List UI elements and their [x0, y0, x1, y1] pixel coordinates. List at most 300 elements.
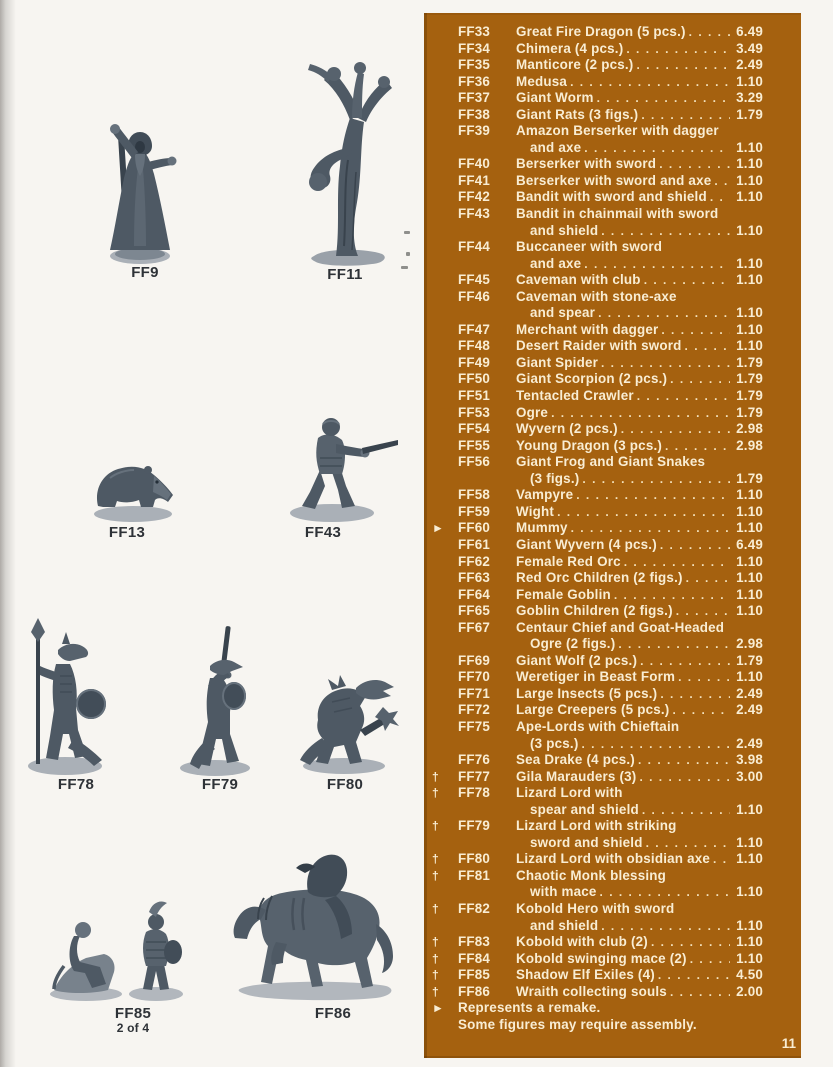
footnote-text: Represents a remake.: [458, 1000, 601, 1016]
item-description: Vampyre: [516, 487, 574, 503]
dot-leader: [672, 702, 730, 719]
price-row-line: [432, 769, 763, 786]
dot-leader: [557, 504, 730, 521]
item-description: Amazon Berserker with dagger: [516, 123, 719, 139]
price-list: [424, 24, 801, 1033]
item-description: Caveman with club: [516, 272, 641, 288]
item-price: 1.10: [736, 305, 763, 321]
price-row-line: [432, 471, 763, 488]
price-row-line: [432, 438, 763, 455]
item-price: 1.79: [736, 371, 763, 387]
item-code: FF35: [458, 57, 491, 73]
dot-leader: [551, 405, 730, 422]
dot-leader: [639, 769, 730, 786]
item-code: FF44: [458, 239, 491, 255]
item-price: 1.79: [736, 404, 763, 420]
figure-caption-ff43: FF43: [304, 524, 342, 541]
miniature-photo-ff79: [168, 622, 262, 778]
item-price: 2.98: [736, 421, 763, 437]
price-row-line: [432, 454, 763, 471]
item-code: FF62: [458, 553, 491, 569]
item-price: 2.49: [736, 57, 763, 73]
item-description: Desert Raider with sword: [516, 338, 682, 354]
item-price: 3.29: [736, 90, 763, 106]
item-description: Giant Scorpion (2 pcs.): [516, 371, 668, 387]
item-code: FF34: [458, 40, 491, 56]
item-code: FF83: [458, 934, 491, 950]
item-description: Young Dragon (3 pcs.): [516, 437, 663, 453]
price-row-line: [432, 371, 763, 388]
item-price: 1.10: [736, 321, 763, 337]
item-description: Giant Spider: [516, 354, 599, 370]
price-row-line: [432, 554, 763, 571]
item-code: FF65: [458, 603, 491, 619]
price-row-line: [432, 951, 763, 968]
dot-leader: [690, 951, 730, 968]
item-description: Bandit in chainmail with sword: [516, 206, 719, 222]
dot-leader: [713, 851, 730, 868]
price-row-line: [432, 835, 763, 852]
row-marker: †: [432, 852, 439, 867]
item-price: 3.49: [736, 40, 763, 56]
figure-caption-ff9: FF9: [131, 264, 159, 281]
item-price: 1.10: [736, 586, 763, 602]
item-price: 3.00: [736, 768, 763, 784]
price-row-line: [432, 156, 763, 173]
figure-caption-ff78: FF78: [57, 776, 95, 793]
miniature-photo-ff43: [274, 396, 400, 524]
price-row-line: [432, 984, 763, 1001]
price-row-line: [432, 223, 763, 240]
miniature-photo-ff86: [224, 846, 404, 1006]
dot-leader: [710, 189, 730, 206]
dot-leader: [665, 438, 730, 455]
row-marker: †: [432, 968, 439, 983]
item-price: 2.98: [736, 437, 763, 453]
item-price: 6.49: [736, 24, 763, 39]
item-code: FF69: [458, 652, 491, 668]
price-row-line: [432, 736, 763, 753]
dot-leader: [686, 570, 730, 587]
item-description: Large Creepers (5 pcs.): [516, 702, 670, 718]
footnote-line: [432, 1000, 763, 1017]
item-price: 1.10: [736, 834, 763, 850]
dot-leader: [670, 371, 730, 388]
dot-leader: [640, 653, 730, 670]
item-code: FF71: [458, 685, 491, 701]
price-row-line: [432, 256, 763, 273]
price-row-line: [432, 719, 763, 736]
footnote-text: Some figures may require assembly.: [458, 1016, 697, 1032]
miniature-photo-ff80: [288, 650, 404, 776]
item-price: 1.10: [736, 851, 763, 867]
dot-leader: [571, 520, 730, 537]
miniature-photo-ff11: [294, 56, 400, 268]
dot-leader: [638, 752, 730, 769]
item-price: 1.10: [736, 917, 763, 933]
item-price: 1.10: [736, 156, 763, 172]
item-code: FF75: [458, 718, 491, 734]
price-row-line: [432, 305, 763, 322]
item-price: 1.10: [736, 189, 763, 205]
price-row-line: [432, 239, 763, 256]
item-code: FF78: [458, 785, 491, 801]
item-price: 6.49: [736, 536, 763, 552]
price-row-line: [432, 620, 763, 637]
item-code: FF36: [458, 73, 491, 89]
item-code: FF53: [458, 404, 491, 420]
price-row-line: [432, 140, 763, 157]
item-description: Manticore (2 pcs.): [516, 57, 634, 73]
item-description: Weretiger in Beast Form: [516, 669, 676, 685]
scan-speck: [404, 231, 410, 234]
item-description: Wraith collecting souls: [516, 983, 667, 999]
price-row-line: [432, 189, 763, 206]
dot-leader: [598, 305, 730, 322]
item-description: Giant Wolf (2 pcs.): [516, 652, 638, 668]
dot-leader: [621, 421, 730, 438]
item-price: 2.49: [736, 702, 763, 718]
dot-leader: [584, 140, 730, 157]
price-row-line: [432, 669, 763, 686]
figure-caption-ff11: FF11: [327, 266, 363, 283]
item-code: FF33: [458, 24, 491, 39]
item-description: Kobold swinging mace (2): [516, 950, 687, 966]
item-price: 1.10: [736, 553, 763, 569]
dot-leader: [576, 487, 730, 504]
row-marker: †: [432, 868, 439, 883]
dot-leader: [678, 669, 730, 686]
dot-leader: [651, 934, 730, 951]
item-description: Giant Frog and Giant Snakes: [516, 454, 706, 470]
item-description: and axe: [530, 139, 582, 155]
item-price: 1.10: [736, 172, 763, 188]
item-description: and shield: [530, 917, 599, 933]
item-description: Buccaneer with sword: [516, 239, 663, 255]
miniature-photo-ff9: [88, 118, 192, 268]
item-description: Mummy: [516, 520, 568, 536]
item-description: Ogre: [516, 404, 549, 420]
row-marker: †: [432, 935, 439, 950]
dot-leader: [661, 322, 730, 339]
price-row-line: [432, 24, 763, 41]
item-description: Red Orc Children (2 figs.): [516, 570, 683, 586]
price-row-line: [432, 752, 763, 769]
row-marker: †: [432, 901, 439, 916]
item-code: FF37: [458, 90, 491, 106]
dot-leader: [637, 388, 730, 405]
item-code: FF54: [458, 421, 491, 437]
item-code: FF85: [458, 967, 491, 983]
item-price: 1.10: [736, 884, 763, 900]
item-description: Lizard Lord with: [516, 785, 623, 801]
dot-leader: [641, 107, 730, 124]
scan-speck: [406, 252, 410, 256]
price-row-line: [432, 289, 763, 306]
price-row-line: [432, 107, 763, 124]
item-description: and shield: [530, 222, 599, 238]
miniature-photo-ff78: [12, 616, 118, 778]
item-code: FF60: [458, 520, 491, 536]
item-price: 3.98: [736, 752, 763, 768]
item-price: 1.10: [736, 801, 763, 817]
price-row-line: [432, 587, 763, 604]
item-price: 1.10: [736, 950, 763, 966]
figure-caption-ff80: FF80: [326, 776, 364, 793]
item-code: FF55: [458, 437, 491, 453]
item-code: FF80: [458, 851, 491, 867]
item-description: and spear: [530, 305, 596, 321]
price-row-line: [432, 57, 763, 74]
item-code: FF41: [458, 172, 491, 188]
dot-leader: [685, 338, 730, 355]
item-description: Gila Marauders (3): [516, 768, 637, 784]
item-description: Female Red Orc: [516, 553, 621, 569]
price-row-line: [432, 405, 763, 422]
item-price: 1.10: [736, 338, 763, 354]
price-row-line: [432, 272, 763, 289]
price-row-line: [432, 636, 763, 653]
price-list-panel: [424, 13, 801, 1058]
item-price: 1.10: [736, 222, 763, 238]
footnote-line: [432, 1017, 763, 1034]
item-price: 1.10: [736, 73, 763, 89]
item-code: FF51: [458, 388, 491, 404]
item-description: Merchant with dagger: [516, 321, 659, 337]
item-code: FF46: [458, 288, 491, 304]
item-price: 1.10: [736, 503, 763, 519]
dot-leader: [581, 736, 730, 753]
dot-leader: [601, 355, 730, 372]
dot-leader: [597, 90, 730, 107]
item-price: 2.49: [736, 735, 763, 751]
item-description: Female Goblin: [516, 586, 611, 602]
dot-leader: [644, 272, 730, 289]
item-code: FF81: [458, 867, 491, 883]
item-code: FF39: [458, 123, 491, 139]
price-row-line: [432, 868, 763, 885]
price-row-line: [432, 603, 763, 620]
item-description: Ape-Lords with Chieftain: [516, 718, 680, 734]
item-description: Chaotic Monk blessing: [516, 867, 667, 883]
item-code: FF82: [458, 900, 491, 916]
item-description: Chimera (4 pcs.): [516, 40, 624, 56]
item-description: Shadow Elf Exiles (4): [516, 967, 655, 983]
dot-leader: [584, 256, 730, 273]
item-description: Large Insects (5 pcs.): [516, 685, 658, 701]
price-row-line: [432, 884, 763, 901]
price-row-line: [432, 785, 763, 802]
row-marker: ►: [432, 521, 445, 536]
item-price: 1.10: [736, 570, 763, 586]
item-code: FF61: [458, 536, 491, 552]
item-price: 1.10: [736, 487, 763, 503]
dot-leader: [614, 587, 730, 604]
item-description: with mace: [530, 884, 597, 900]
miniature-photo-ff85: [46, 870, 198, 1004]
item-code: FF63: [458, 570, 491, 586]
item-code: FF77: [458, 768, 491, 784]
figure-caption-ff86: FF86: [314, 1005, 352, 1022]
price-row-line: [432, 851, 763, 868]
row-marker: †: [432, 984, 439, 999]
item-code: FF49: [458, 354, 491, 370]
dot-leader: [660, 686, 730, 703]
miniature-photo-ff13: [84, 444, 182, 524]
price-row-line: [432, 173, 763, 190]
item-description: Great Fire Dragon (5 pcs.): [516, 24, 686, 39]
figure-caption-ff85: FF85: [114, 1005, 152, 1022]
row-marker: †: [432, 819, 439, 834]
price-row-line: [432, 537, 763, 554]
price-row-line: [432, 322, 763, 339]
dot-leader: [601, 918, 730, 935]
dot-leader: [659, 156, 730, 173]
item-description: Tentacled Crawler: [516, 388, 634, 404]
item-price: 1.10: [736, 255, 763, 271]
item-code: FF42: [458, 189, 491, 205]
item-description: (3 pcs.): [530, 735, 579, 751]
item-price: 1.10: [736, 272, 763, 288]
item-code: FF47: [458, 321, 491, 337]
price-row-line: [432, 901, 763, 918]
item-code: FF67: [458, 619, 491, 635]
page-gutter-shadow: [0, 0, 16, 1067]
figure-caption-ff85-note: 2 of 4: [116, 1021, 150, 1035]
figure-caption-ff79: FF79: [201, 776, 239, 793]
item-code: FF45: [458, 272, 491, 288]
item-code: FF84: [458, 950, 491, 966]
item-description: Giant Wyvern (4 pcs.): [516, 536, 657, 552]
price-row-line: [432, 802, 763, 819]
item-price: 1.79: [736, 106, 763, 122]
item-description: Kobold Hero with sword: [516, 900, 675, 916]
dot-leader: [689, 24, 730, 41]
price-row-line: [432, 967, 763, 984]
item-code: FF38: [458, 106, 491, 122]
item-description: Wyvern (2 pcs.): [516, 421, 618, 437]
row-marker: †: [432, 786, 439, 801]
item-price: 1.79: [736, 354, 763, 370]
dot-leader: [714, 173, 730, 190]
item-code: FF48: [458, 338, 491, 354]
item-price: 1.10: [736, 934, 763, 950]
page-number: 11: [781, 1036, 796, 1051]
price-row-line: [432, 388, 763, 405]
dot-leader: [624, 554, 730, 571]
item-description: Ogre (2 figs.): [530, 636, 616, 652]
dot-leader: [626, 41, 730, 58]
item-code: FF56: [458, 454, 491, 470]
price-row-line: [432, 41, 763, 58]
item-description: Lizard Lord with obsidian axe: [516, 851, 711, 867]
dot-leader: [582, 471, 730, 488]
item-description: Medusa: [516, 73, 568, 89]
item-description: Wight: [516, 503, 555, 519]
item-code: FF40: [458, 156, 491, 172]
item-code: FF64: [458, 586, 491, 602]
item-code: FF70: [458, 669, 491, 685]
item-price: 1.10: [736, 603, 763, 619]
price-row-line: [432, 206, 763, 223]
price-row-line: [432, 355, 763, 372]
item-price: 1.79: [736, 652, 763, 668]
item-description: Goblin Children (2 figs.): [516, 603, 673, 619]
item-description: Lizard Lord with striking: [516, 818, 677, 834]
dot-leader: [646, 835, 730, 852]
price-row-line: [432, 818, 763, 835]
price-row-line: [432, 934, 763, 951]
dot-leader: [570, 74, 730, 91]
item-price: 2.00: [736, 983, 763, 999]
dot-leader: [636, 57, 730, 74]
item-code: FF43: [458, 206, 491, 222]
item-description: spear and shield: [530, 801, 639, 817]
price-row-line: [432, 918, 763, 935]
row-marker: †: [432, 951, 439, 966]
item-price: 1.10: [736, 669, 763, 685]
price-row-line: [432, 123, 763, 140]
dot-leader: [676, 603, 730, 620]
dot-leader: [618, 636, 730, 653]
dot-leader: [660, 537, 730, 554]
footnote-marker: ►: [432, 1001, 445, 1016]
item-description: Kobold with club (2): [516, 934, 648, 950]
dot-leader: [601, 223, 730, 240]
item-code: FF86: [458, 983, 491, 999]
dot-leader: [670, 984, 730, 1001]
item-price: 1.10: [736, 520, 763, 536]
item-code: FF50: [458, 371, 491, 387]
item-price: 2.98: [736, 636, 763, 652]
dot-leader: [658, 967, 730, 984]
dot-leader: [642, 802, 730, 819]
figure-caption-ff13: FF13: [108, 524, 146, 541]
item-code: FF79: [458, 818, 491, 834]
item-price: 1.79: [736, 470, 763, 486]
item-price: 1.79: [736, 388, 763, 404]
item-description: Sea Drake (4 pcs.): [516, 752, 635, 768]
item-description: Centaur Chief and Goat-Headed: [516, 619, 725, 635]
item-description: sword and shield: [530, 834, 643, 850]
price-row-line: [432, 421, 763, 438]
item-description: Caveman with stone-axe: [516, 288, 677, 304]
item-description: Berserker with sword: [516, 156, 657, 172]
item-description: Bandit with sword and shield: [516, 189, 707, 205]
item-description: (3 figs.): [530, 470, 580, 486]
item-description: Berserker with sword and axe: [516, 172, 712, 188]
item-price: 1.10: [736, 139, 763, 155]
price-row-line: [432, 338, 763, 355]
price-row-line: [432, 570, 763, 587]
item-description: and axe: [530, 255, 582, 271]
price-row-line: [432, 686, 763, 703]
item-price: 2.49: [736, 685, 763, 701]
price-row-line: [432, 653, 763, 670]
price-row-line: [432, 504, 763, 521]
item-code: FF72: [458, 702, 491, 718]
price-row-line: [432, 702, 763, 719]
item-price: 4.50: [736, 967, 763, 983]
price-row-line: [432, 487, 763, 504]
item-code: FF58: [458, 487, 491, 503]
item-description: Giant Rats (3 figs.): [516, 106, 639, 122]
item-code: FF76: [458, 752, 491, 768]
dot-leader: [600, 884, 730, 901]
row-marker: †: [432, 769, 439, 784]
item-code: FF59: [458, 503, 491, 519]
item-description: Giant Worm: [516, 90, 594, 106]
